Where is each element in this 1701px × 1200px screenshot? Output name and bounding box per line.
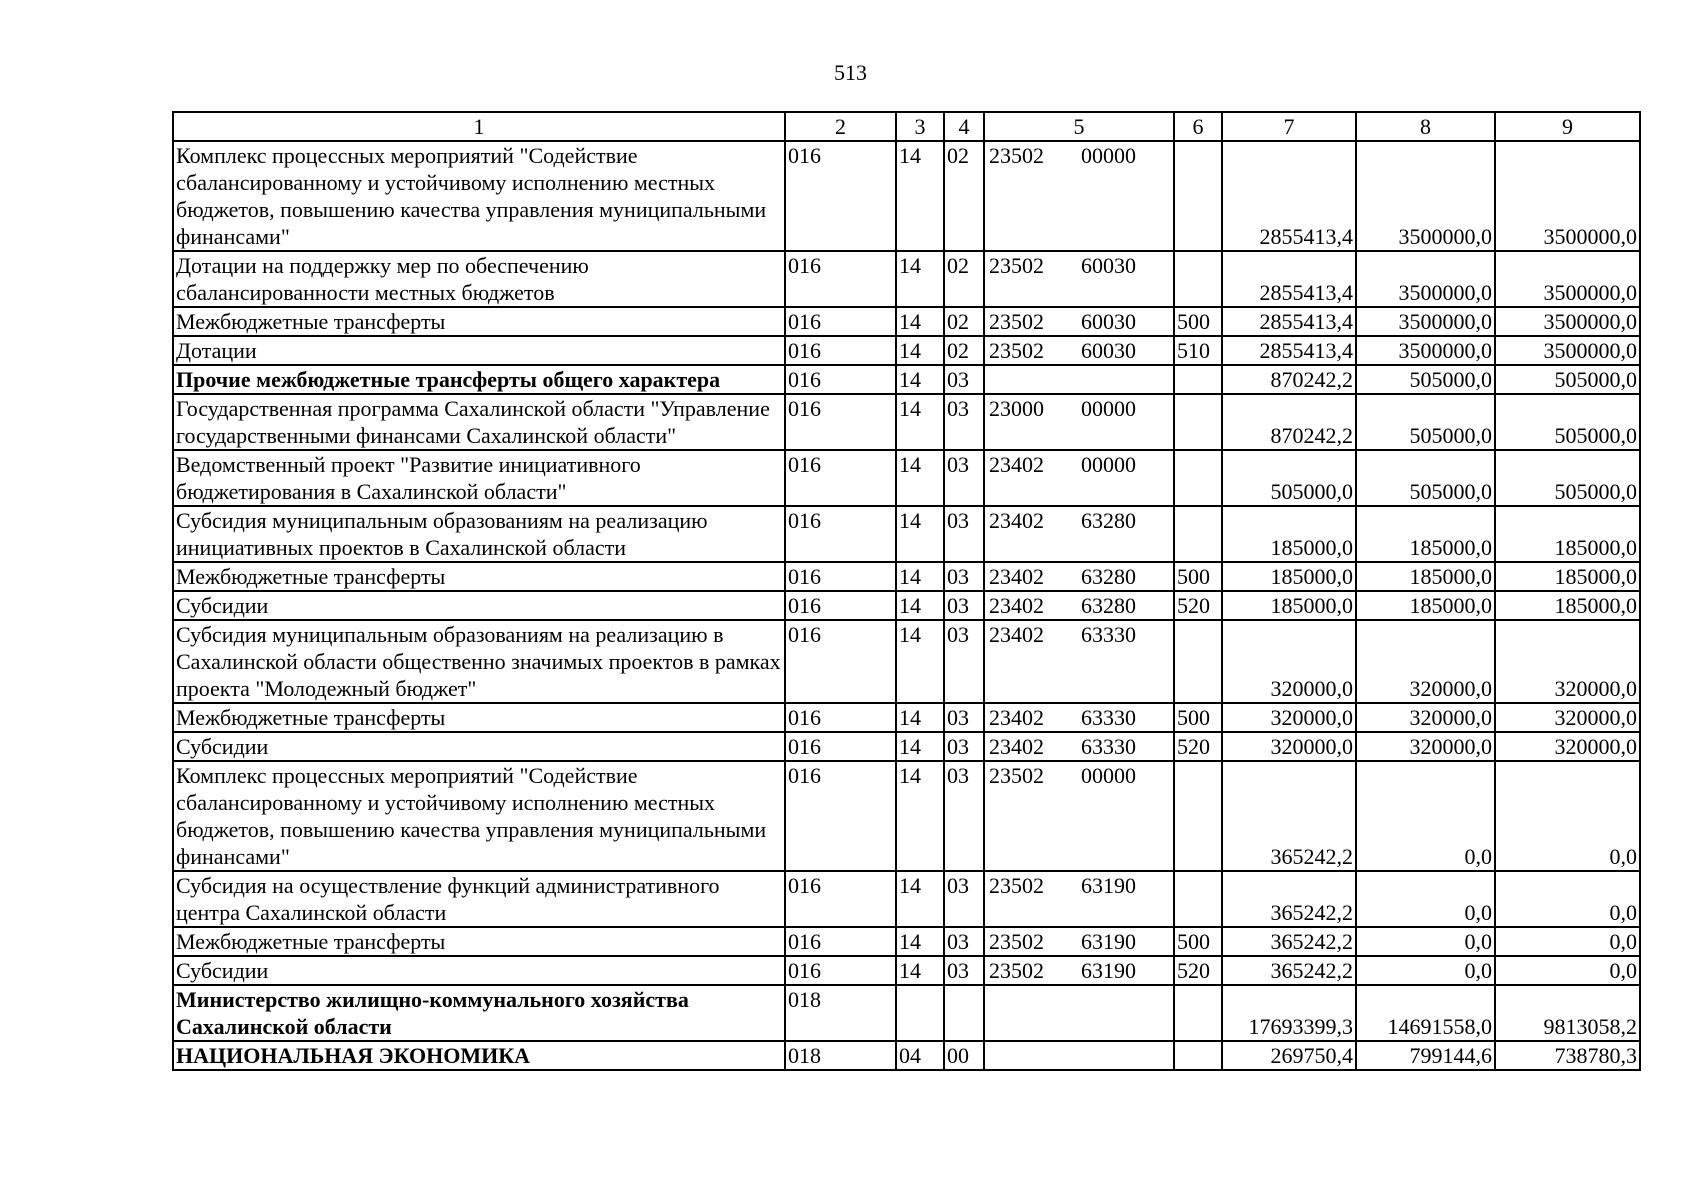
col5-part-b: 63190 — [1081, 873, 1136, 898]
col7-value: 320000,0 — [1222, 620, 1356, 703]
col9-value: 505000,0 — [1495, 394, 1640, 450]
col5-part-b: 60030 — [1081, 309, 1136, 334]
col5-part-a: 23502 — [989, 958, 1044, 983]
col9-value: 505000,0 — [1495, 365, 1640, 394]
table-row — [173, 506, 1640, 562]
col3-code: 14 — [896, 307, 944, 336]
col3-code: 14 — [896, 761, 944, 871]
col4-code: 03 — [944, 506, 984, 562]
col9-value: 738780,3 — [1495, 1041, 1640, 1070]
col3-code: 14 — [896, 562, 944, 591]
col4-code: 02 — [944, 141, 984, 251]
col5-code — [984, 336, 1174, 365]
col5-part-a: 23502 — [989, 873, 1044, 898]
row-name: Межбюджетные трансферты — [173, 562, 785, 591]
col5-part-a: 23502 — [989, 309, 1044, 334]
col4-code: 03 — [944, 703, 984, 732]
table-row — [173, 141, 1640, 251]
col6-code: 520 — [1174, 591, 1222, 620]
row-name: Ведомственный проект "Развитие инициативного бюджетирования в Сахалинской области" — [173, 450, 785, 506]
col8-value: 799144,6 — [1356, 1041, 1495, 1070]
col3-code — [896, 985, 944, 1041]
col5-part-b: 63280 — [1081, 508, 1136, 533]
table-row — [173, 365, 1640, 394]
row-name: Комплекс процессных мероприятий "Содействие сбалансированному и устойчивому исполнению местных бюджетов, повышению качества управления муниципальными финансами" — [173, 761, 785, 871]
col8-value: 185000,0 — [1356, 506, 1495, 562]
table-row — [173, 562, 1640, 591]
header-cell: 6 — [1174, 112, 1222, 141]
col4-code: 03 — [944, 732, 984, 761]
table-body — [173, 141, 1640, 1070]
col2-code: 016 — [785, 591, 896, 620]
col7-value: 365242,2 — [1222, 927, 1356, 956]
header-cell: 4 — [944, 112, 984, 141]
col5-part-a: 23402 — [989, 593, 1044, 618]
col3-code: 14 — [896, 703, 944, 732]
table-row — [173, 927, 1640, 956]
col5-part-b: 60030 — [1081, 338, 1136, 363]
col8-value: 0,0 — [1356, 871, 1495, 927]
col5-code — [984, 703, 1174, 732]
header-row — [173, 112, 1640, 141]
table-row — [173, 307, 1640, 336]
col3-code: 14 — [896, 365, 944, 394]
col4-code: 03 — [944, 450, 984, 506]
col5-part-a: 23402 — [989, 622, 1044, 647]
col5-part-b: 63280 — [1081, 564, 1136, 589]
row-name: Межбюджетные трансферты — [173, 703, 785, 732]
col2-code: 016 — [785, 394, 896, 450]
col8-value: 185000,0 — [1356, 562, 1495, 591]
col4-code: 03 — [944, 956, 984, 985]
row-name: НАЦИОНАЛЬНАЯ ЭКОНОМИКА — [173, 1041, 785, 1070]
table-row — [173, 732, 1640, 761]
col9-value: 0,0 — [1495, 927, 1640, 956]
col9-value: 3500000,0 — [1495, 251, 1640, 307]
col6-code — [1174, 1041, 1222, 1070]
row-name: Межбюджетные трансферты — [173, 307, 785, 336]
col8-value: 3500000,0 — [1356, 336, 1495, 365]
col2-code: 016 — [785, 956, 896, 985]
col5-code — [984, 871, 1174, 927]
col7-value: 320000,0 — [1222, 732, 1356, 761]
row-name: Субсидия на осуществление функций административного центра Сахалинской области — [173, 871, 785, 927]
col6-code — [1174, 761, 1222, 871]
col6-code — [1174, 141, 1222, 251]
header-cell: 7 — [1222, 112, 1356, 141]
col5-part-b: 60030 — [1081, 253, 1136, 278]
col5-part-a: 23000 — [989, 396, 1044, 421]
col3-code: 14 — [896, 450, 944, 506]
col3-code: 14 — [896, 394, 944, 450]
col5-part-a: 23502 — [989, 763, 1044, 788]
col7-value: 870242,2 — [1222, 365, 1356, 394]
col2-code: 016 — [785, 251, 896, 307]
col5-part-b: 00000 — [1081, 143, 1136, 168]
col8-value: 185000,0 — [1356, 591, 1495, 620]
col6-code: 500 — [1174, 562, 1222, 591]
col2-code: 016 — [785, 141, 896, 251]
col2-code: 016 — [785, 871, 896, 927]
col5-code — [984, 732, 1174, 761]
table-row — [173, 703, 1640, 732]
col9-value: 320000,0 — [1495, 703, 1640, 732]
col5-code — [984, 307, 1174, 336]
col8-value: 3500000,0 — [1356, 141, 1495, 251]
table-row — [173, 871, 1640, 927]
col6-code: 510 — [1174, 336, 1222, 365]
col5-part-a: 23502 — [989, 253, 1044, 278]
col4-code: 02 — [944, 307, 984, 336]
col3-code: 14 — [896, 871, 944, 927]
row-name: Прочие межбюджетные трансферты общего характера — [173, 365, 785, 394]
row-name: Государственная программа Сахалинской области "Управление государственными финансами Сахалинской области" — [173, 394, 785, 450]
col7-value: 185000,0 — [1222, 562, 1356, 591]
col6-code — [1174, 394, 1222, 450]
table-row — [173, 1041, 1640, 1070]
col9-value: 3500000,0 — [1495, 336, 1640, 365]
table-row — [173, 956, 1640, 985]
col9-value: 9813058,2 — [1495, 985, 1640, 1041]
col6-code — [1174, 985, 1222, 1041]
col6-code: 520 — [1174, 732, 1222, 761]
header-cell: 5 — [984, 112, 1174, 141]
header-cell: 3 — [896, 112, 944, 141]
col5-part-a: 23402 — [989, 508, 1044, 533]
col4-code: 03 — [944, 365, 984, 394]
col5-part-a: 23502 — [989, 338, 1044, 363]
table-row — [173, 620, 1640, 703]
row-name: Субсидии — [173, 956, 785, 985]
col8-value: 320000,0 — [1356, 620, 1495, 703]
col2-code: 016 — [785, 703, 896, 732]
col5-part-a: 23502 — [989, 929, 1044, 954]
col3-code: 14 — [896, 141, 944, 251]
col5-part-a: 23502 — [989, 143, 1044, 168]
col7-value: 505000,0 — [1222, 450, 1356, 506]
col9-value: 185000,0 — [1495, 562, 1640, 591]
table-row — [173, 985, 1640, 1041]
col3-code: 14 — [896, 251, 944, 307]
col6-code: 520 — [1174, 956, 1222, 985]
col8-value: 320000,0 — [1356, 732, 1495, 761]
col8-value: 3500000,0 — [1356, 307, 1495, 336]
col9-value: 505000,0 — [1495, 450, 1640, 506]
col5-code — [984, 450, 1174, 506]
row-name: Субсидия муниципальным образованиям на реализацию в Сахалинской области общественно значимых проектов в рамках проекта "Молодежный бюджет" — [173, 620, 785, 703]
col3-code: 14 — [896, 732, 944, 761]
col5-code — [984, 394, 1174, 450]
col7-value: 2855413,4 — [1222, 307, 1356, 336]
col3-code: 14 — [896, 506, 944, 562]
col2-code: 016 — [785, 927, 896, 956]
col5-code — [984, 141, 1174, 251]
col7-value: 870242,2 — [1222, 394, 1356, 450]
col5-part-a: 23402 — [989, 564, 1044, 589]
table-row — [173, 591, 1640, 620]
col4-code: 00 — [944, 1041, 984, 1070]
col3-code: 14 — [896, 336, 944, 365]
col9-value: 0,0 — [1495, 761, 1640, 871]
col2-code: 018 — [785, 985, 896, 1041]
col6-code — [1174, 365, 1222, 394]
header-cell: 1 — [173, 112, 785, 141]
col5-part-b: 63190 — [1081, 929, 1136, 954]
col8-value: 0,0 — [1356, 927, 1495, 956]
col6-code — [1174, 251, 1222, 307]
col6-code — [1174, 871, 1222, 927]
col5-code — [984, 985, 1174, 1041]
col5-part-b: 63280 — [1081, 593, 1136, 618]
col9-value: 185000,0 — [1495, 506, 1640, 562]
col9-value: 3500000,0 — [1495, 141, 1640, 251]
col5-code — [984, 1041, 1174, 1070]
table-row — [173, 761, 1640, 871]
col3-code: 14 — [896, 927, 944, 956]
budget-table — [172, 111, 1641, 1071]
row-name: Дотации на поддержку мер по обеспечению сбалансированности местных бюджетов — [173, 251, 785, 307]
col4-code: 03 — [944, 562, 984, 591]
row-name: Субсидии — [173, 591, 785, 620]
col2-code: 016 — [785, 761, 896, 871]
col4-code: 03 — [944, 927, 984, 956]
col3-code: 04 — [896, 1041, 944, 1070]
col7-value: 365242,2 — [1222, 956, 1356, 985]
col6-code: 500 — [1174, 307, 1222, 336]
col4-code: 03 — [944, 394, 984, 450]
col5-part-a: 23402 — [989, 734, 1044, 759]
col6-code — [1174, 620, 1222, 703]
header-cell: 2 — [785, 112, 896, 141]
col4-code — [944, 985, 984, 1041]
col6-code: 500 — [1174, 703, 1222, 732]
col3-code: 14 — [896, 956, 944, 985]
col2-code: 016 — [785, 506, 896, 562]
col6-code: 500 — [1174, 927, 1222, 956]
col7-value: 320000,0 — [1222, 703, 1356, 732]
col4-code: 03 — [944, 620, 984, 703]
col7-value: 185000,0 — [1222, 591, 1356, 620]
table-row — [173, 336, 1640, 365]
col8-value: 14691558,0 — [1356, 985, 1495, 1041]
col9-value: 320000,0 — [1495, 732, 1640, 761]
col7-value: 365242,2 — [1222, 871, 1356, 927]
table-row — [173, 251, 1640, 307]
row-name: Субсидия муниципальным образованиям на реализацию инициативных проектов в Сахалинской области — [173, 506, 785, 562]
col7-value: 269750,4 — [1222, 1041, 1356, 1070]
col7-value: 2855413,4 — [1222, 251, 1356, 307]
col2-code: 016 — [785, 620, 896, 703]
col9-value: 320000,0 — [1495, 620, 1640, 703]
col5-part-a: 23402 — [989, 705, 1044, 730]
table-row — [173, 394, 1640, 450]
col5-code — [984, 591, 1174, 620]
col5-code — [984, 761, 1174, 871]
col5-part-b: 00000 — [1081, 396, 1136, 421]
col5-part-b: 00000 — [1081, 452, 1136, 477]
col7-value: 365242,2 — [1222, 761, 1356, 871]
col2-code: 016 — [785, 732, 896, 761]
row-name: Министерство жилищно-коммунального хозяйства Сахалинской области — [173, 985, 785, 1041]
col5-part-b: 63190 — [1081, 958, 1136, 983]
col5-code — [984, 927, 1174, 956]
row-name: Комплекс процессных мероприятий "Содействие сбалансированному и устойчивому исполнению местных бюджетов, повышению качества управления муниципальными финансами" — [173, 141, 785, 251]
col9-value: 3500000,0 — [1495, 307, 1640, 336]
col5-code — [984, 365, 1174, 394]
col9-value: 185000,0 — [1495, 591, 1640, 620]
col7-value: 17693399,3 — [1222, 985, 1356, 1041]
col4-code: 03 — [944, 871, 984, 927]
page-number: 513 — [834, 60, 867, 85]
col5-code — [984, 251, 1174, 307]
col4-code: 02 — [944, 336, 984, 365]
col6-code — [1174, 450, 1222, 506]
col5-code — [984, 956, 1174, 985]
col8-value: 3500000,0 — [1356, 251, 1495, 307]
col5-code — [984, 506, 1174, 562]
col4-code: 02 — [944, 251, 984, 307]
table-row — [173, 450, 1640, 506]
col5-part-a: 23402 — [989, 452, 1044, 477]
header-cell: 8 — [1356, 112, 1495, 141]
col5-part-b: 63330 — [1081, 622, 1136, 647]
col5-part-b: 63330 — [1081, 734, 1136, 759]
header-cell: 9 — [1495, 112, 1640, 141]
col7-value: 2855413,4 — [1222, 141, 1356, 251]
col8-value: 0,0 — [1356, 956, 1495, 985]
col8-value: 505000,0 — [1356, 394, 1495, 450]
col3-code: 14 — [896, 591, 944, 620]
col2-code: 016 — [785, 450, 896, 506]
col9-value: 0,0 — [1495, 956, 1640, 985]
col2-code: 018 — [785, 1041, 896, 1070]
col4-code: 03 — [944, 591, 984, 620]
row-name: Дотации — [173, 336, 785, 365]
col5-code — [984, 562, 1174, 591]
col9-value: 0,0 — [1495, 871, 1640, 927]
col6-code — [1174, 506, 1222, 562]
col4-code: 03 — [944, 761, 984, 871]
col8-value: 320000,0 — [1356, 703, 1495, 732]
col2-code: 016 — [785, 562, 896, 591]
col2-code: 016 — [785, 365, 896, 394]
col5-part-b: 00000 — [1081, 763, 1136, 788]
col2-code: 016 — [785, 307, 896, 336]
row-name: Субсидии — [173, 732, 785, 761]
col8-value: 505000,0 — [1356, 365, 1495, 394]
col8-value: 505000,0 — [1356, 450, 1495, 506]
col5-code — [984, 620, 1174, 703]
col7-value: 2855413,4 — [1222, 336, 1356, 365]
row-name: Межбюджетные трансферты — [173, 927, 785, 956]
col3-code: 14 — [896, 620, 944, 703]
col5-part-b: 63330 — [1081, 705, 1136, 730]
col2-code: 016 — [785, 336, 896, 365]
col7-value: 185000,0 — [1222, 506, 1356, 562]
col8-value: 0,0 — [1356, 761, 1495, 871]
